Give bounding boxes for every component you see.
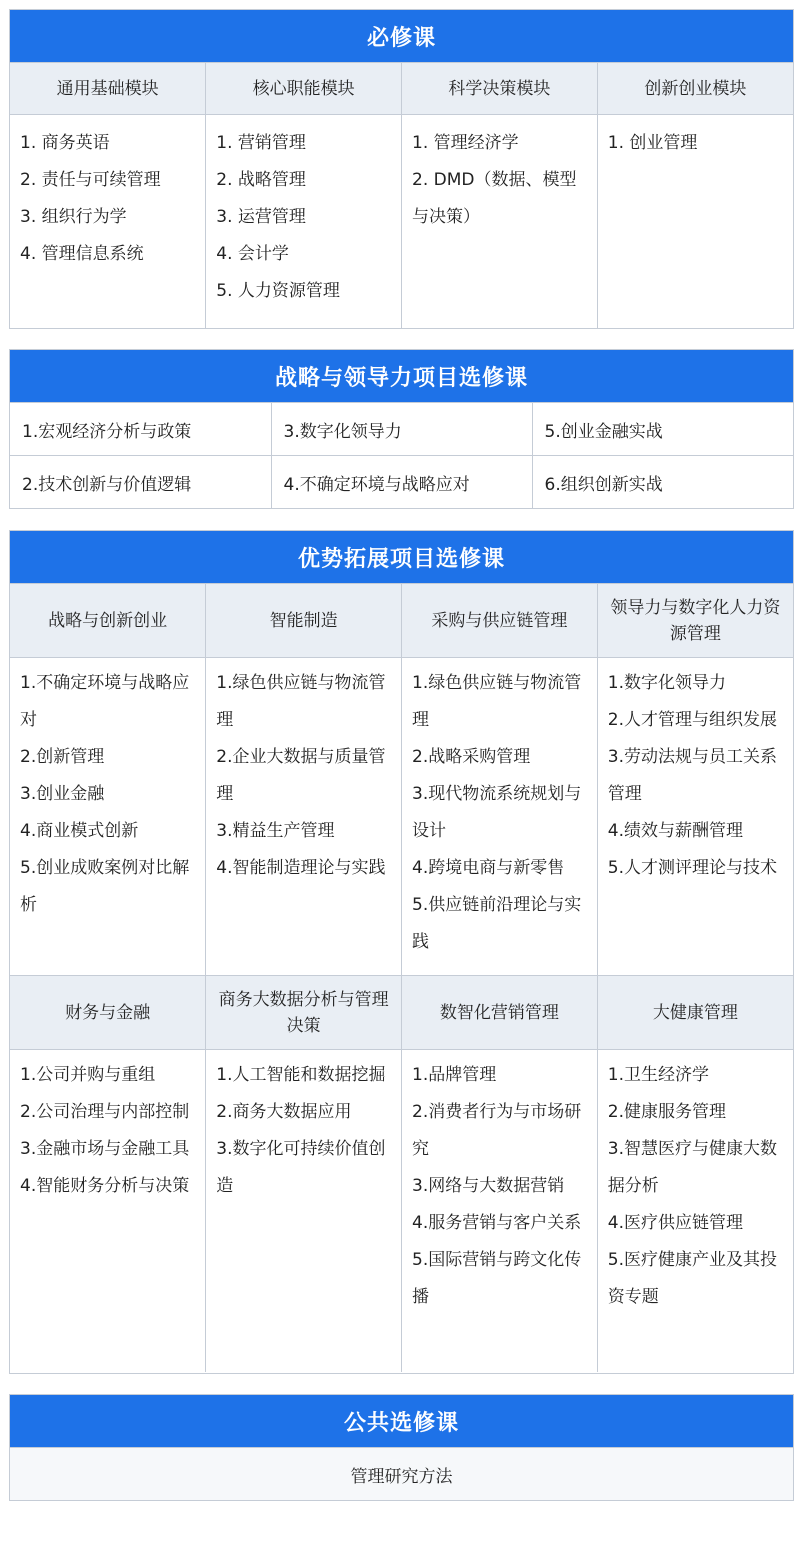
leadership-electives-banner: 战略与领导力项目选修课 (10, 350, 793, 402)
module-header: 科学决策模块 (402, 63, 598, 115)
required-courses-banner: 必修课 (10, 10, 793, 62)
leadership-electives-section (9, 349, 794, 509)
course-item: 2. 责任与可续管理 (20, 170, 161, 190)
course-item: 1.公司并购与重组 (20, 1065, 156, 1085)
course-item: 5.国际营销与跨文化传播 (412, 1250, 582, 1307)
course-item: 1.绿色供应链与物流管理 (412, 673, 582, 730)
track-course-list (402, 1050, 598, 1372)
track-course-list (597, 658, 793, 976)
course-item: 1. 创业管理 (607, 133, 698, 153)
elective-course: 2.技术创新与价值逻辑 (10, 456, 271, 509)
module-course-list (10, 115, 206, 329)
track-header: 商务大数据分析与管理决策 (206, 976, 402, 1050)
module-header: 通用基础模块 (10, 63, 206, 115)
course-item: 2.公司治理与内部控制 (20, 1102, 190, 1122)
module-header: 核心职能模块 (206, 63, 402, 115)
course-item: 3.金融市场与金融工具 (20, 1139, 190, 1159)
course-item: 4.智能财务分析与决策 (20, 1176, 190, 1196)
course-item: 2. DMD（数据、模型与决策） (412, 170, 577, 227)
course-item: 2.创新管理 (20, 747, 105, 767)
course-item: 2. 战略管理 (216, 170, 306, 190)
elective-course: 4.不确定环境与战略应对 (271, 456, 532, 509)
track-header: 数智化营销管理 (402, 976, 598, 1050)
course-item: 4.绩效与薪酬管理 (607, 821, 743, 841)
course-item: 1.绿色供应链与物流管理 (216, 673, 386, 730)
advantage-electives-table (10, 583, 793, 1372)
course-item: 3. 组织行为学 (20, 207, 127, 227)
leadership-electives-table (10, 402, 793, 508)
module-header: 创新创业模块 (597, 63, 793, 115)
course-item: 5. 人力资源管理 (216, 281, 340, 301)
advantage-electives-banner: 优势拓展项目选修课 (10, 531, 793, 583)
course-item: 2.战略采购管理 (412, 747, 531, 767)
track-course-list (10, 658, 206, 976)
course-item: 4.医疗供应链管理 (607, 1213, 743, 1233)
course-item: 1.卫生经济学 (607, 1065, 709, 1085)
course-item: 3. 运营管理 (216, 207, 306, 227)
public-electives-section (9, 1394, 794, 1501)
course-item: 3.精益生产管理 (216, 821, 335, 841)
course-item: 5.人才测评理论与技术 (607, 858, 777, 878)
course-item: 3.网络与大数据营销 (412, 1176, 565, 1196)
course-item: 2.商务大数据应用 (216, 1102, 352, 1122)
module-course-list (402, 115, 598, 329)
course-item: 2.人才管理与组织发展 (607, 710, 777, 730)
course-item: 1.不确定环境与战略应对 (20, 673, 190, 730)
track-header: 财务与金融 (10, 976, 206, 1050)
elective-course: 6.组织创新实战 (532, 456, 793, 509)
course-item: 1. 管理经济学 (412, 133, 519, 153)
course-item: 4. 会计学 (216, 244, 289, 264)
track-header: 采购与供应链管理 (402, 584, 598, 658)
course-item: 4.服务营销与客户关系 (412, 1213, 582, 1233)
required-courses-section (9, 9, 794, 329)
course-item: 3.劳动法规与员工关系管理 (607, 747, 777, 804)
course-item: 1.人工智能和数据挖掘 (216, 1065, 386, 1085)
course-item: 2.企业大数据与质量管理 (216, 747, 386, 804)
course-item: 4.商业模式创新 (20, 821, 139, 841)
track-header: 战略与创新创业 (10, 584, 206, 658)
track-header: 智能制造 (206, 584, 402, 658)
course-item: 1.品牌管理 (412, 1065, 497, 1085)
track-course-list (402, 658, 598, 976)
track-course-list (10, 1050, 206, 1372)
track-header: 大健康管理 (597, 976, 793, 1050)
course-item: 2.健康服务管理 (607, 1102, 726, 1122)
track-course-list (597, 1050, 793, 1372)
advantage-electives-section (9, 530, 794, 1374)
track-course-list (206, 658, 402, 976)
course-item: 3.现代物流系统规划与设计 (412, 784, 582, 841)
module-course-list (206, 115, 402, 329)
track-header: 领导力与数字化人力资源管理 (597, 584, 793, 658)
module-course-list (597, 115, 793, 329)
track-course-list (206, 1050, 402, 1372)
public-elective-course: 管理研究方法 (10, 1447, 793, 1500)
elective-course: 3.数字化领导力 (271, 403, 532, 456)
course-item: 3.智慧医疗与健康大数据分析 (607, 1139, 777, 1196)
course-item: 5.医疗健康产业及其投资专题 (607, 1250, 777, 1307)
course-item: 1. 营销管理 (216, 133, 306, 153)
course-item: 3.数字化可持续价值创造 (216, 1139, 386, 1196)
course-item: 4. 管理信息系统 (20, 244, 144, 264)
course-item: 2.消费者行为与市场研究 (412, 1102, 582, 1159)
course-item: 1. 商务英语 (20, 133, 110, 153)
course-item: 4.智能制造理论与实践 (216, 858, 386, 878)
course-item: 1.数字化领导力 (607, 673, 726, 693)
elective-course: 5.创业金融实战 (532, 403, 793, 456)
course-item: 3.创业金融 (20, 784, 105, 804)
required-courses-table (10, 62, 793, 329)
course-item: 5.供应链前沿理论与实践 (412, 895, 582, 952)
public-electives-banner: 公共选修课 (10, 1395, 793, 1447)
elective-course: 1.宏观经济分析与政策 (10, 403, 271, 456)
course-item: 4.跨境电商与新零售 (412, 858, 565, 878)
course-item: 5.创业成败案例对比解析 (20, 858, 190, 915)
